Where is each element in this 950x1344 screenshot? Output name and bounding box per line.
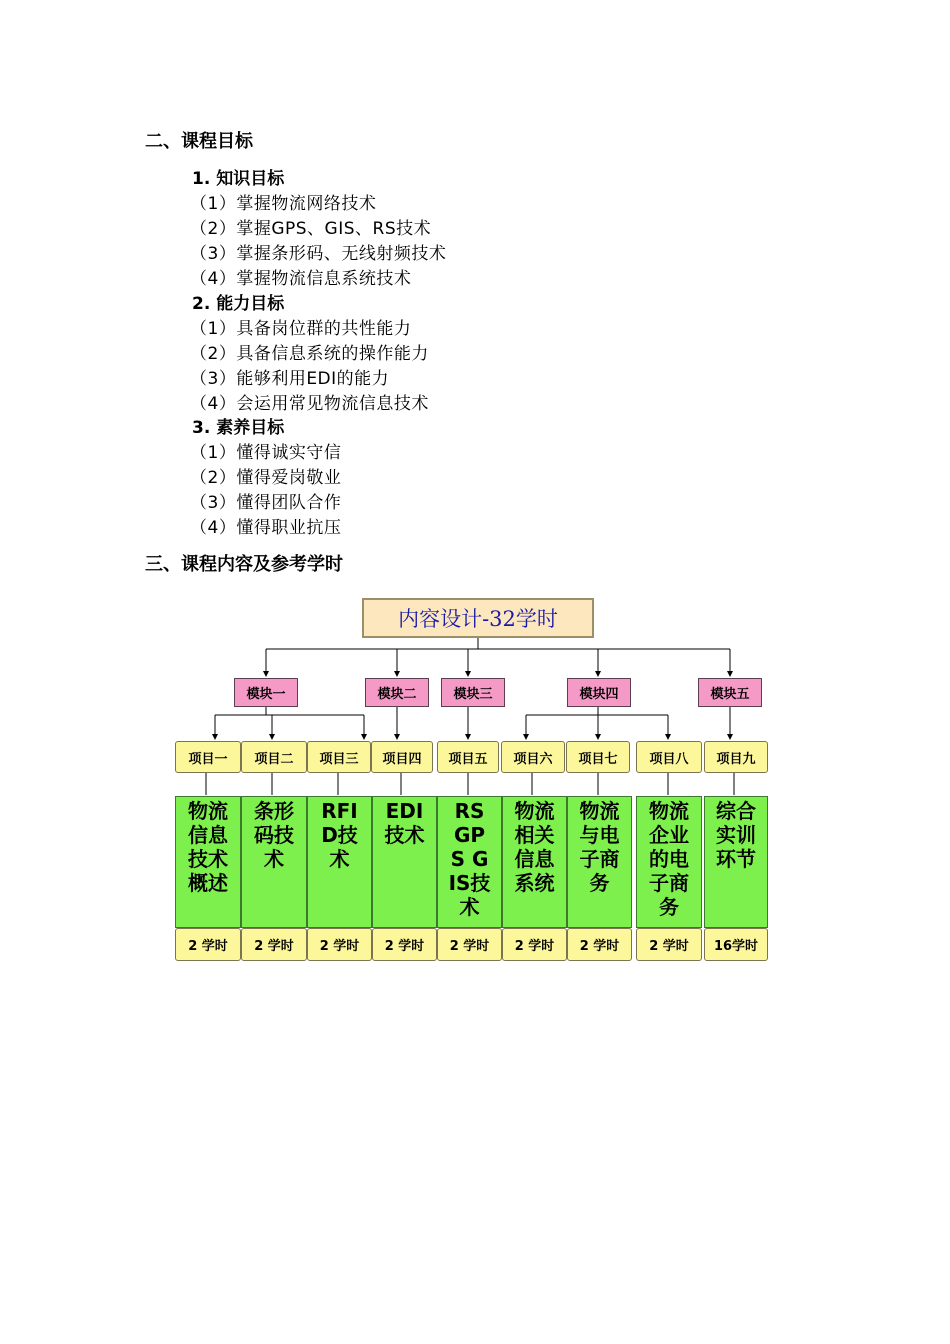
hours-box: 2 学时 — [175, 928, 241, 961]
quality-goal-title: 3. 素养目标 — [192, 418, 285, 438]
project-box: 项目三 — [307, 741, 371, 773]
ability-goal-title: 2. 能力目标 — [192, 294, 285, 314]
project-box: 项目八 — [636, 741, 702, 773]
ability-goal-item: （4）会运用常见物流信息技术 — [190, 394, 429, 414]
hours-box: 2 学时 — [307, 928, 372, 961]
hours-box: 2 学时 — [372, 928, 437, 961]
content-box: 物流与电子商务 — [567, 796, 632, 928]
project-box: 项目四 — [371, 741, 433, 773]
content-box: 物流企业的电子商务 — [636, 796, 702, 928]
content-box: EDI技术 — [372, 796, 437, 928]
ability-goal-item: （3）能够利用EDI的能力 — [190, 369, 390, 389]
content-box: RFID技术 — [307, 796, 372, 928]
knowledge-goal-item: （1）掌握物流网络技术 — [190, 194, 377, 214]
project-box: 项目九 — [704, 741, 768, 773]
module-box: 模块三 — [441, 678, 505, 707]
content-box: 物流相关信息系统 — [502, 796, 567, 928]
module-box: 模块一 — [234, 678, 298, 707]
quality-goal-item: （4）懂得职业抗压 — [190, 518, 342, 538]
project-box: 项目七 — [566, 741, 630, 773]
quality-goal-item: （2）懂得爱岗敬业 — [190, 468, 342, 488]
hours-box: 2 学时 — [636, 928, 702, 961]
knowledge-goal-item: （3）掌握条形码、无线射频技术 — [190, 244, 447, 264]
hours-box: 2 学时 — [437, 928, 502, 961]
content-box: 综合实训环节 — [704, 796, 768, 928]
project-box: 项目六 — [501, 741, 565, 773]
content-box: 条形码技术 — [241, 796, 307, 928]
project-box: 项目二 — [241, 741, 307, 773]
section-heading-content: 三、课程内容及参考学时 — [145, 554, 343, 575]
module-box: 模块四 — [567, 678, 631, 707]
hours-box: 2 学时 — [502, 928, 567, 961]
project-box: 项目一 — [175, 741, 241, 773]
content-box: 物流信息技术概述 — [175, 796, 241, 928]
project-box: 项目五 — [437, 741, 499, 773]
knowledge-goal-item: （4）掌握物流信息系统技术 — [190, 269, 412, 289]
module-box: 模块二 — [365, 678, 429, 707]
section-heading-goals: 二、课程目标 — [145, 131, 253, 152]
module-box: 模块五 — [698, 678, 762, 707]
ability-goal-item: （1）具备岗位群的共性能力 — [190, 319, 412, 339]
hours-box: 2 学时 — [241, 928, 307, 961]
diagram-title: 内容设计-32学时 — [362, 598, 594, 638]
content-box: RS GPS GIS技术 — [437, 796, 502, 928]
knowledge-goal-title: 1. 知识目标 — [192, 169, 285, 189]
knowledge-goal-item: （2）掌握GPS、GIS、RS技术 — [190, 219, 432, 239]
hours-box: 2 学时 — [567, 928, 632, 961]
ability-goal-item: （2）具备信息系统的操作能力 — [190, 344, 429, 364]
quality-goal-item: （3）懂得团队合作 — [190, 493, 342, 513]
quality-goal-item: （1）懂得诚实守信 — [190, 443, 342, 463]
course-content-diagram — [168, 590, 782, 970]
hours-box: 16学时 — [704, 928, 768, 961]
